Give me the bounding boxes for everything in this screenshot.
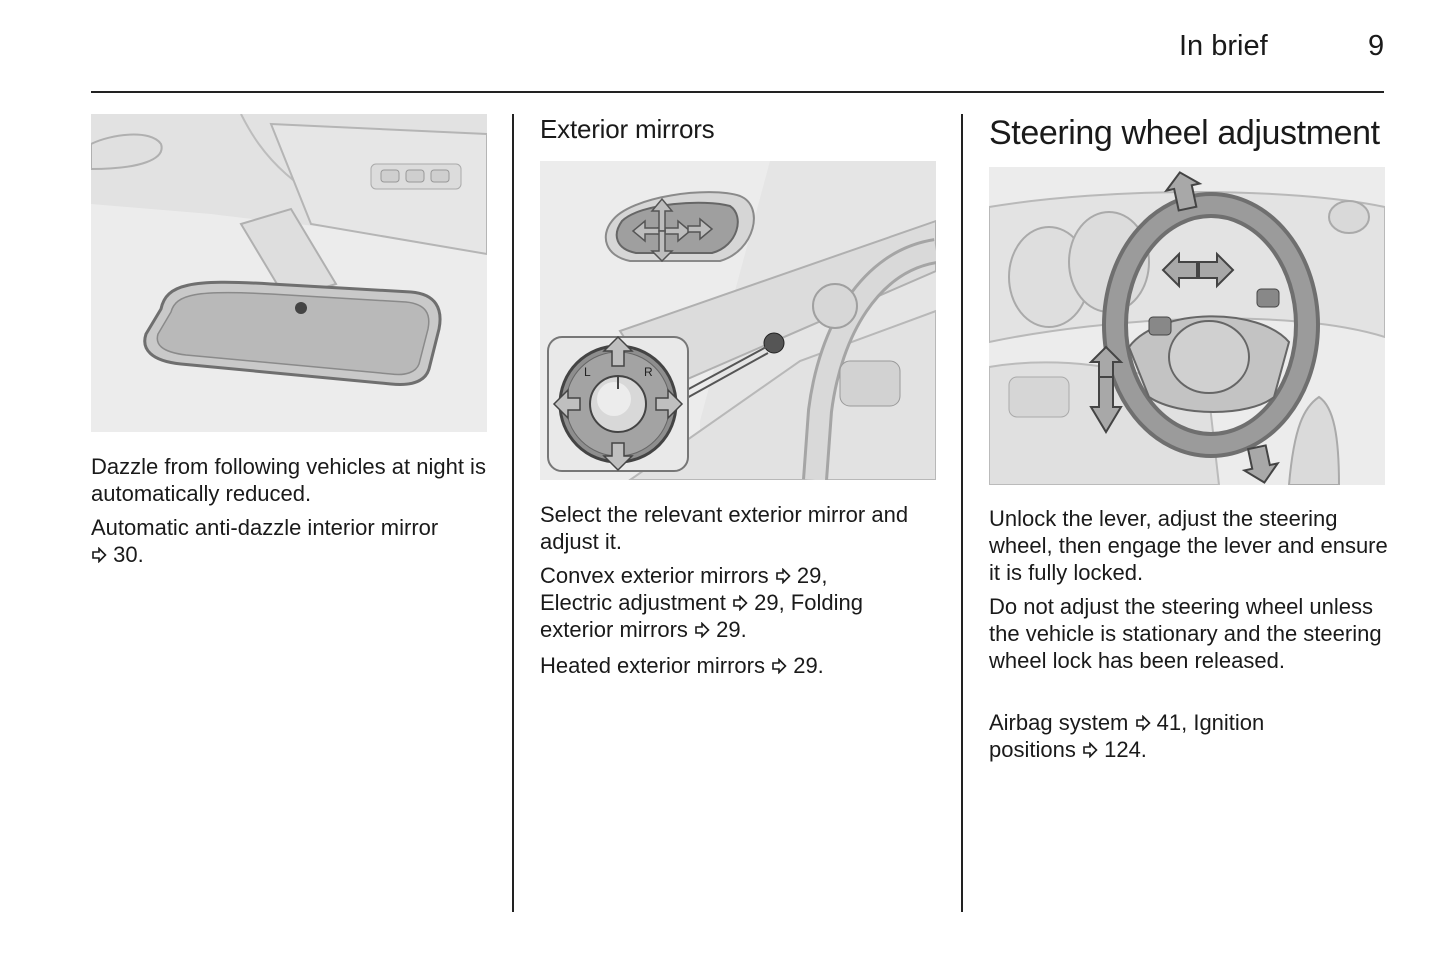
ref-text: positions xyxy=(989,737,1076,762)
cross-reference-arrow-icon xyxy=(732,595,748,611)
ref-text: Electric adjustment xyxy=(540,590,726,615)
ref-text: Automatic anti-dazzle interior mirror xyxy=(91,515,439,540)
header-divider xyxy=(91,91,1384,93)
cross-reference-arrow-icon xyxy=(1082,742,1098,758)
page-ref[interactable]: 41, Ignition xyxy=(1156,710,1265,735)
paragraph-heated-mirrors xyxy=(540,652,940,679)
page-ref[interactable]: 29, xyxy=(796,563,828,588)
ref-text: Heated exterior mirrors xyxy=(540,653,765,678)
paragraph-unlock-lever: Unlock the lever, adjust the steering wheel, then engage the lever and ensure it is fully locked. xyxy=(989,506,1388,585)
steering-wheel-illustration xyxy=(989,167,1385,485)
ref-text: exterior mirrors xyxy=(540,617,688,642)
page-ref[interactable]: 124. xyxy=(1104,737,1147,762)
cross-reference-arrow-icon xyxy=(694,622,710,638)
paragraph-mirror-refs xyxy=(540,562,940,643)
column-divider-1 xyxy=(512,114,514,912)
exterior-mirrors-heading: Exterior mirrors xyxy=(540,114,715,144)
column-divider-2 xyxy=(961,114,963,912)
steering-wheel-heading: Steering wheel adjustment xyxy=(989,114,1380,152)
page-number: 9 xyxy=(1368,30,1385,62)
cross-reference-arrow-icon xyxy=(771,658,787,674)
cross-reference-arrow-icon xyxy=(775,568,791,584)
ref-text: Convex exterior mirrors xyxy=(540,563,769,588)
page-ref[interactable]: 30. xyxy=(113,542,144,567)
page-ref[interactable]: 29. xyxy=(793,653,824,678)
page-ref[interactable]: 29. xyxy=(716,617,747,642)
paragraph-airbag-refs xyxy=(989,709,1389,763)
paragraph-caution-stationary: Do not adjust the steering wheel unless the vehicle is stationary and the steering wheel lock has been released. xyxy=(989,594,1382,673)
cross-reference-arrow-icon xyxy=(1135,715,1151,731)
section-title: In brief xyxy=(1179,30,1268,62)
exterior-mirror-illustration xyxy=(540,161,936,480)
paragraph-dazzle: Dazzle from following vehicles at night is automatically reduced. xyxy=(91,454,486,506)
interior-mirror-illustration xyxy=(91,114,487,432)
paragraph-anti-dazzle-ref xyxy=(91,514,491,568)
cross-reference-arrow-icon xyxy=(91,547,107,563)
switch-label-right: R xyxy=(644,365,653,379)
switch-label-left: L xyxy=(584,365,591,379)
page-ref[interactable]: 29, Folding xyxy=(754,590,863,615)
ref-text: Airbag system xyxy=(989,710,1129,735)
paragraph-select-mirror: Select the relevant exterior mirror and adjust it. xyxy=(540,502,909,554)
